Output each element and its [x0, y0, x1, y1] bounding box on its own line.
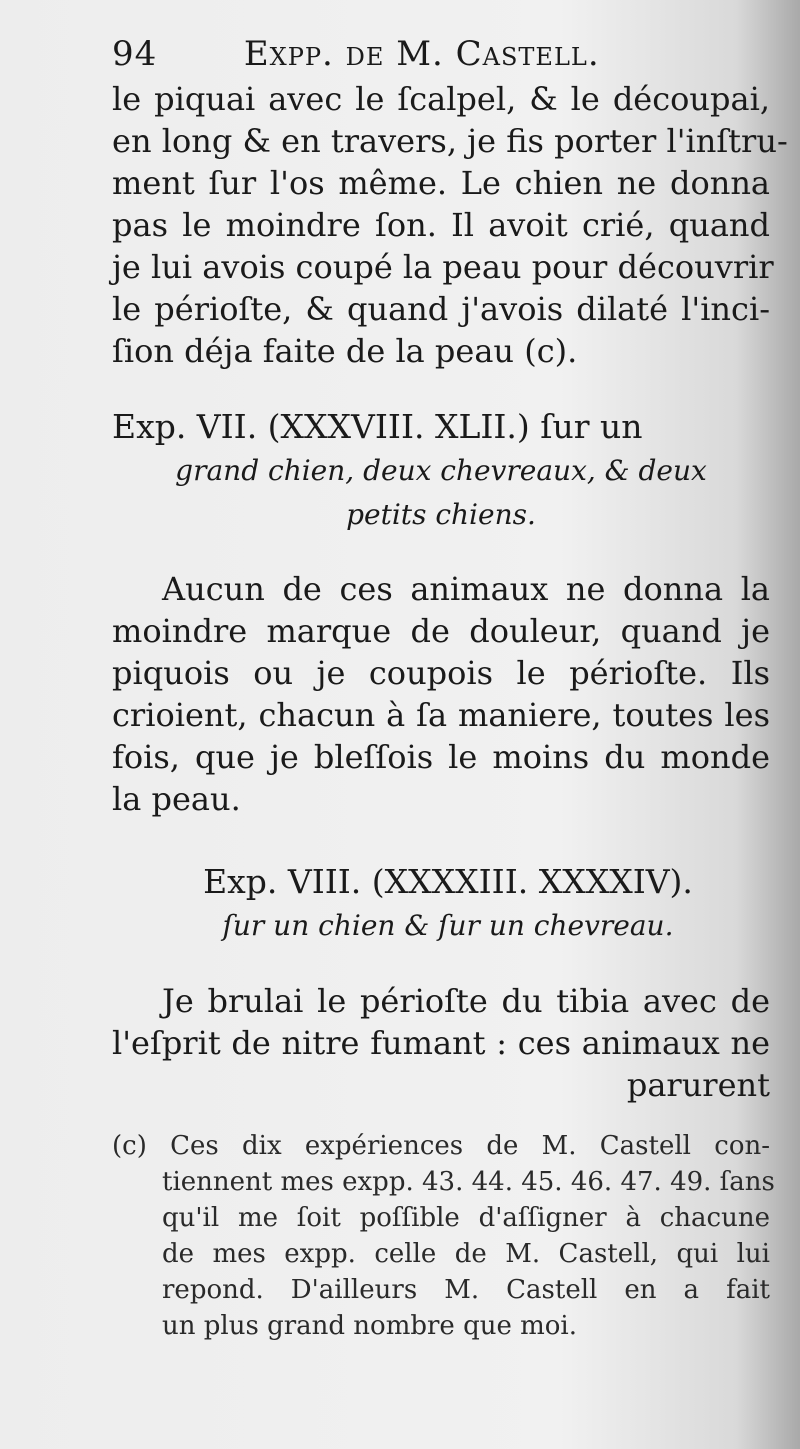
catchword: parurent: [626, 1066, 770, 1104]
running-header: [112, 28, 770, 80]
heading-subline: petits chiens.: [346, 498, 536, 531]
heading-line: Exp. VIII. (XXXXIII. XXXXIV).: [203, 862, 693, 901]
heading-subline: grand chien, deux chevreaux, & deux: [175, 454, 707, 487]
footnote-line: un plus grand nombre que moi.: [162, 1311, 577, 1341]
text-line: fois, que je bleſſois le moins du monde: [112, 738, 770, 776]
text-line: je lui avois coupé la peau pour découvrir: [112, 248, 774, 286]
running-head: Expp. de M. Castell.: [243, 34, 600, 74]
footnote-line: de mes expp. celle de M. Castell, qui lui: [162, 1239, 770, 1269]
text-line: la peau.: [112, 780, 241, 818]
experiment-7-heading: [112, 405, 770, 537]
text-line: crioient, chacun à ſa maniere, toutes les: [112, 696, 770, 734]
text-line: ment ſur l'os même. Le chien ne donna: [112, 164, 770, 202]
heading-line: Exp. VII. (XXXVIII. XLII.) ſur un: [112, 407, 643, 446]
text-line: piquois ou je coupois le périoſte. Ils: [112, 654, 770, 692]
paragraph-1: [112, 78, 788, 372]
text-line: Aucun de ces animaux ne donna la: [162, 570, 770, 608]
text-line: le piquai avec le ſcalpel, & le découpai,: [112, 80, 770, 118]
paragraph-3: [112, 980, 770, 1106]
paragraph-2: [112, 568, 770, 820]
page-number: 94: [112, 34, 158, 74]
text-line: en long & en travers, je fis porter l'inſtru-: [112, 122, 788, 160]
experiment-8-heading: [138, 860, 758, 948]
text-line: le périoſte, & quand j'avois dilaté l'inci-: [112, 290, 770, 328]
footnote-line: (c) Ces dix expériences de M. Castell con-: [112, 1131, 770, 1161]
footnote: [112, 1128, 775, 1344]
text-line: ſion déja faite de la peau (c).: [112, 332, 578, 370]
footnote-line: tiennent mes expp. 43. 44. 45. 46. 47. 49. ſans: [162, 1167, 775, 1197]
text-line: pas le moindre ſon. Il avoit crié, quand: [112, 206, 770, 244]
text-line: l'eſprit de nitre fumant : ces animaux ne: [112, 1024, 770, 1062]
text-line: moindre marque de douleur, quand je: [112, 612, 770, 650]
footnote-line: qu'il me ſoit poſſible d'aſſigner à chacune: [162, 1203, 770, 1233]
footnote-line: repond. D'ailleurs M. Castell en a fait: [162, 1275, 770, 1305]
heading-subline: ſur un chien & ſur un chevreau.: [222, 909, 674, 942]
text-line: Je brulai le périoſte du tibia avec de: [162, 982, 770, 1020]
